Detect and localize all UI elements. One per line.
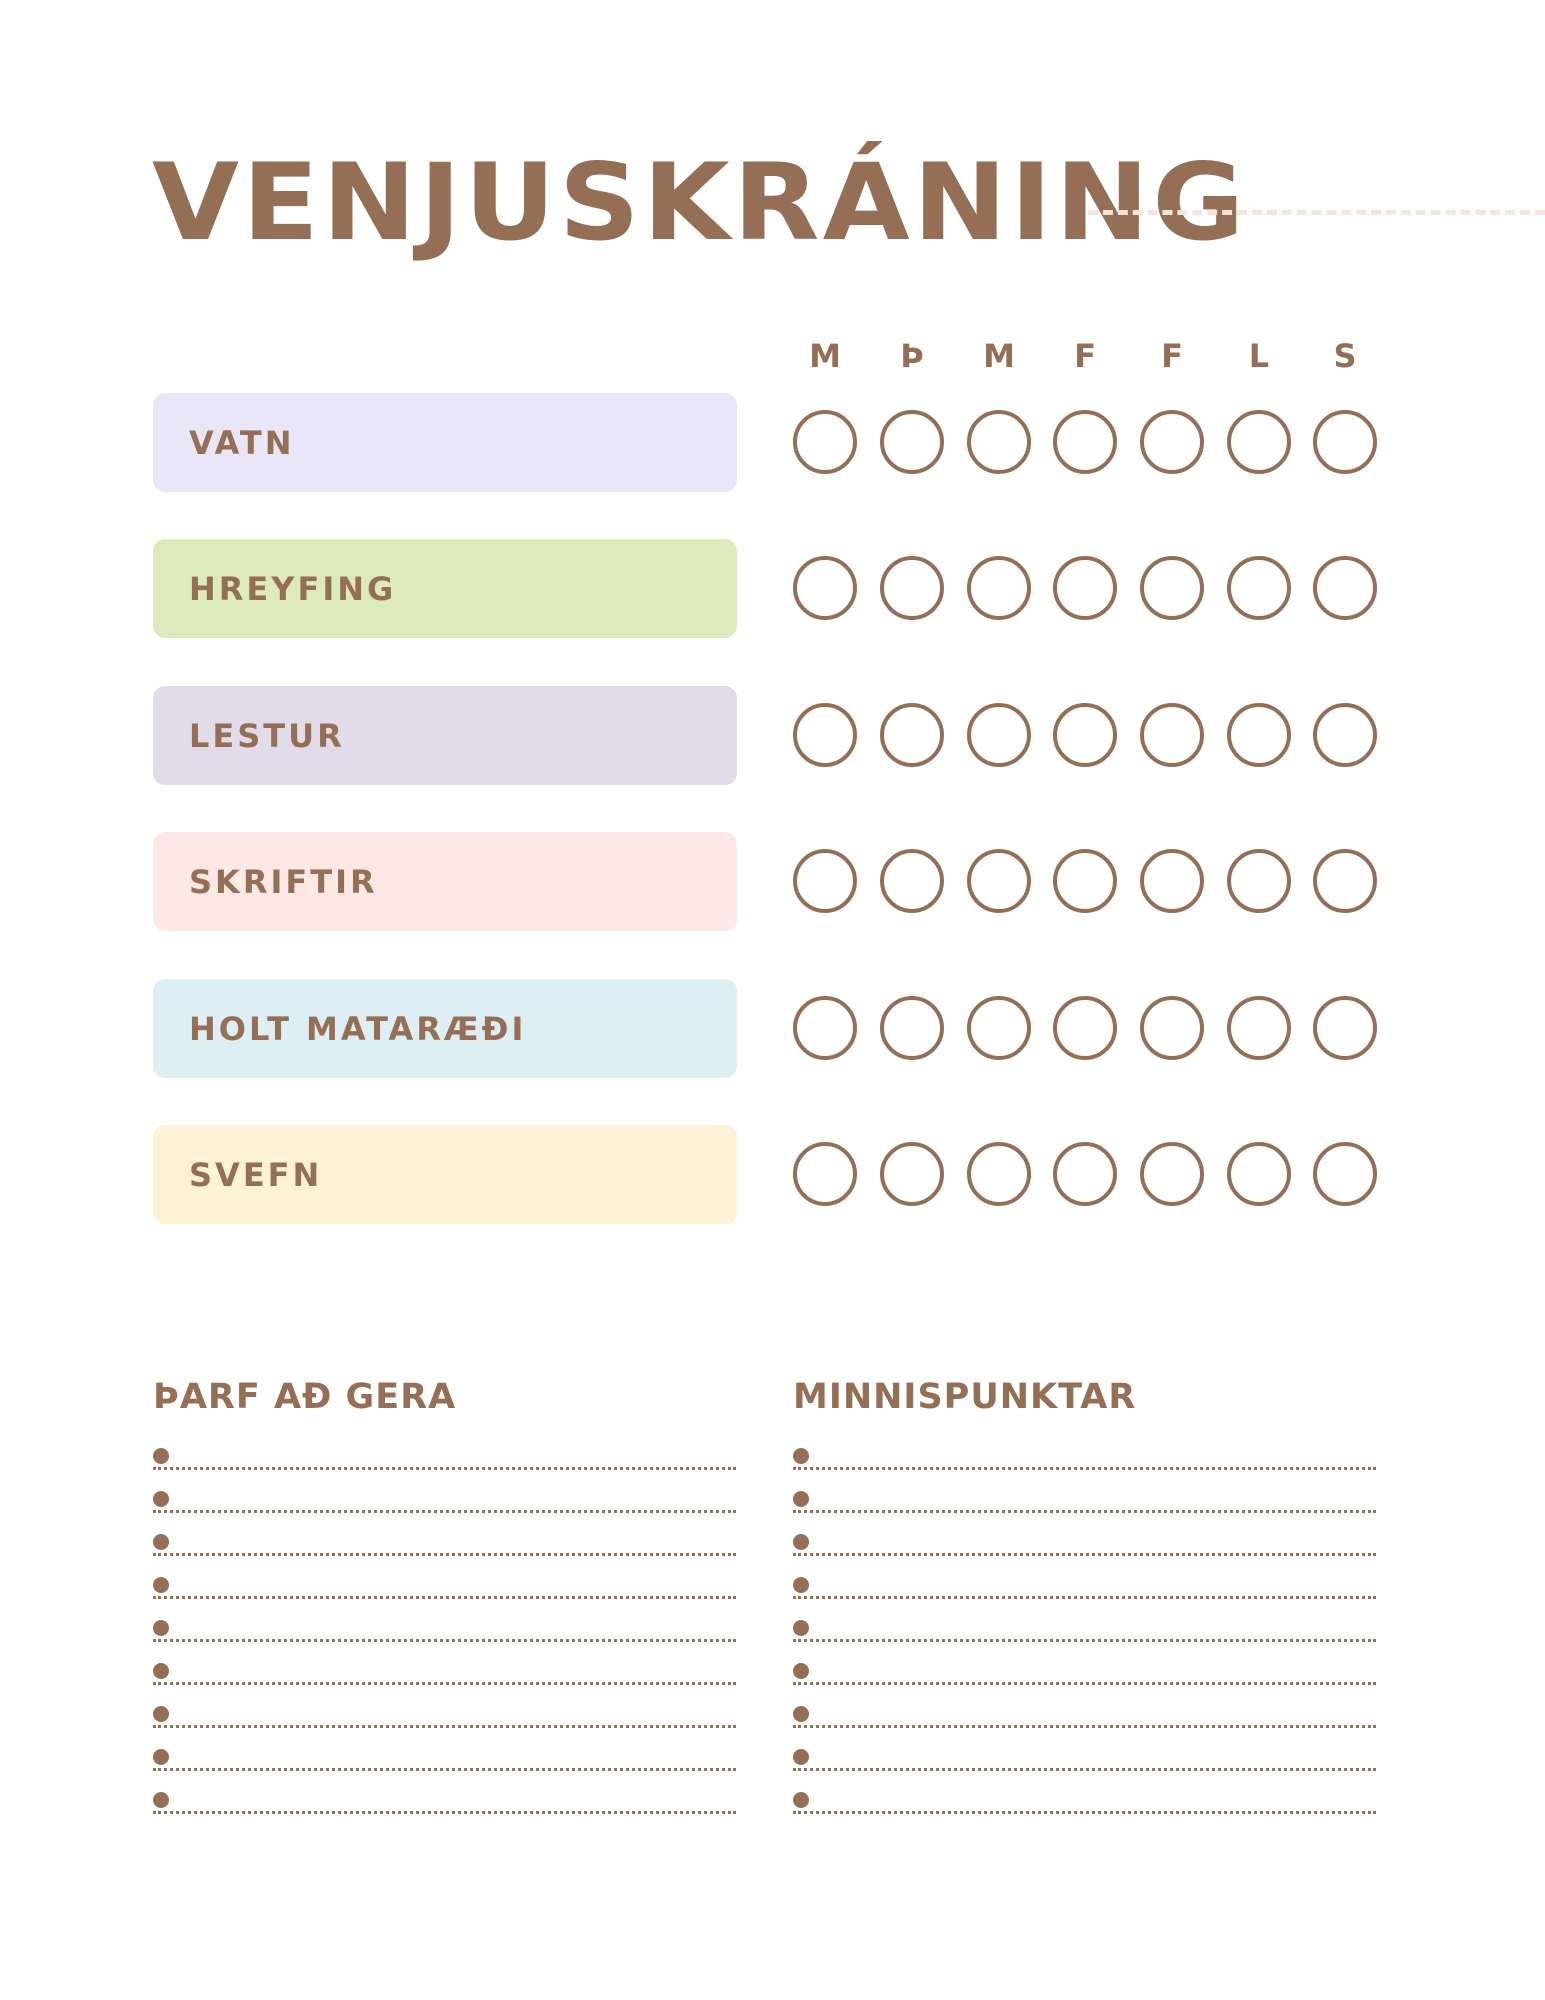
weekday-label: F [1161, 337, 1183, 375]
notes-line[interactable] [793, 1570, 1376, 1613]
notes-title: MINNISPUNKTAR [793, 1377, 1137, 1417]
habit-checkbox[interactable] [967, 556, 1031, 620]
title-dashed-divider [1088, 210, 1545, 215]
bullet-icon [793, 1663, 809, 1679]
habit-checkbox[interactable] [793, 556, 857, 620]
bullet-icon [793, 1706, 809, 1722]
dotted-rule [793, 1768, 1376, 1771]
habit-label: HREYFING [153, 539, 737, 638]
habit-checkbox[interactable] [1313, 703, 1377, 767]
dotted-rule [793, 1510, 1376, 1513]
habit-checkbox[interactable] [1140, 849, 1204, 913]
todo-line[interactable] [153, 1613, 736, 1656]
habit-checkbox[interactable] [880, 849, 944, 913]
notes-line[interactable] [793, 1613, 1376, 1656]
habit-checkbox[interactable] [967, 410, 1031, 474]
habit-checkbox[interactable] [1227, 410, 1291, 474]
habit-checkbox[interactable] [1313, 1142, 1377, 1206]
weekday-label: L [1248, 337, 1270, 375]
habit-checkbox[interactable] [1053, 849, 1117, 913]
dotted-rule [153, 1639, 736, 1642]
habit-checkbox[interactable] [1227, 996, 1291, 1060]
dotted-rule [793, 1639, 1376, 1642]
habit-checkbox[interactable] [1140, 556, 1204, 620]
dotted-rule [153, 1725, 736, 1728]
habit-checkbox[interactable] [1140, 703, 1204, 767]
weekday-label: S [1333, 337, 1357, 375]
habit-label: SVEFN [153, 1125, 737, 1224]
bullet-icon [153, 1792, 169, 1808]
weekday-label: Þ [900, 337, 924, 375]
habit-checkbox[interactable] [1227, 556, 1291, 620]
dotted-rule [153, 1510, 736, 1513]
habit-label: VATN [153, 393, 737, 492]
habit-checkbox[interactable] [793, 849, 857, 913]
dotted-rule [153, 1682, 736, 1685]
notes-line[interactable] [793, 1699, 1376, 1742]
habit-checkbox[interactable] [793, 410, 857, 474]
habit-label: LESTUR [153, 686, 737, 785]
habit-checkbox[interactable] [880, 410, 944, 474]
dotted-rule [793, 1811, 1376, 1814]
habit-checkbox[interactable] [1313, 410, 1377, 474]
habit-checkbox[interactable] [1313, 996, 1377, 1060]
bullet-icon [153, 1663, 169, 1679]
todo-line[interactable] [153, 1441, 736, 1484]
weekday-label: F [1074, 337, 1096, 375]
habit-label: HOLT MATARÆÐI [153, 979, 737, 1078]
habit-checkbox[interactable] [967, 1142, 1031, 1206]
bullet-icon [153, 1620, 169, 1636]
bullet-icon [793, 1749, 809, 1765]
todo-line[interactable] [153, 1742, 736, 1785]
dotted-rule [793, 1553, 1376, 1556]
bullet-icon [793, 1491, 809, 1507]
habit-checkbox[interactable] [880, 556, 944, 620]
todo-line[interactable] [153, 1570, 736, 1613]
habit-checkbox[interactable] [880, 703, 944, 767]
habit-checkbox[interactable] [1313, 849, 1377, 913]
weekday-label: M [983, 337, 1015, 375]
notes-line[interactable] [793, 1656, 1376, 1699]
habit-checkbox[interactable] [1227, 849, 1291, 913]
habit-label: SKRIFTIR [153, 832, 737, 931]
bullet-icon [153, 1706, 169, 1722]
habit-checkbox[interactable] [793, 703, 857, 767]
habit-checkbox[interactable] [880, 996, 944, 1060]
bullet-icon [793, 1534, 809, 1550]
todo-title: ÞARF AÐ GERA [153, 1377, 457, 1417]
bullet-icon [153, 1577, 169, 1593]
habit-checkbox[interactable] [1140, 410, 1204, 474]
notes-line[interactable] [793, 1484, 1376, 1527]
habit-checkbox[interactable] [1053, 703, 1117, 767]
todo-line[interactable] [153, 1656, 736, 1699]
habit-checkbox[interactable] [1227, 703, 1291, 767]
bullet-icon [793, 1577, 809, 1593]
dotted-rule [153, 1768, 736, 1771]
notes-line[interactable] [793, 1742, 1376, 1785]
todo-line[interactable] [153, 1699, 736, 1742]
dotted-rule [153, 1467, 736, 1470]
dotted-rule [793, 1596, 1376, 1599]
habit-checkbox[interactable] [1053, 1142, 1117, 1206]
bullet-icon [153, 1448, 169, 1464]
habit-checkbox[interactable] [967, 849, 1031, 913]
todo-line[interactable] [153, 1527, 736, 1570]
dotted-rule [793, 1725, 1376, 1728]
notes-line[interactable] [793, 1441, 1376, 1484]
todo-line[interactable] [153, 1484, 736, 1527]
notes-line[interactable] [793, 1785, 1376, 1828]
bullet-icon [153, 1534, 169, 1550]
dotted-rule [153, 1553, 736, 1556]
habit-checkbox[interactable] [1313, 556, 1377, 620]
dotted-rule [153, 1596, 736, 1599]
habit-checkbox[interactable] [1140, 996, 1204, 1060]
dotted-rule [153, 1811, 736, 1814]
habit-checkbox[interactable] [967, 703, 1031, 767]
bullet-icon [793, 1792, 809, 1808]
dotted-rule [793, 1467, 1376, 1470]
habit-checkbox[interactable] [1140, 1142, 1204, 1206]
habit-checkbox[interactable] [793, 1142, 857, 1206]
weekday-label: M [809, 337, 841, 375]
dotted-rule [793, 1682, 1376, 1685]
habit-checkbox[interactable] [880, 1142, 944, 1206]
habit-checkbox[interactable] [967, 996, 1031, 1060]
bullet-icon [793, 1448, 809, 1464]
notes-line[interactable] [793, 1527, 1376, 1570]
page-title: VENJUSKRÁNING [152, 141, 1248, 264]
habit-checkbox[interactable] [1053, 996, 1117, 1060]
bullet-icon [153, 1491, 169, 1507]
habit-checkbox[interactable] [1227, 1142, 1291, 1206]
habit-checkbox[interactable] [1053, 410, 1117, 474]
habit-checkbox[interactable] [793, 996, 857, 1060]
todo-line[interactable] [153, 1785, 736, 1828]
bullet-icon [153, 1749, 169, 1765]
bullet-icon [793, 1620, 809, 1636]
habit-checkbox[interactable] [1053, 556, 1117, 620]
